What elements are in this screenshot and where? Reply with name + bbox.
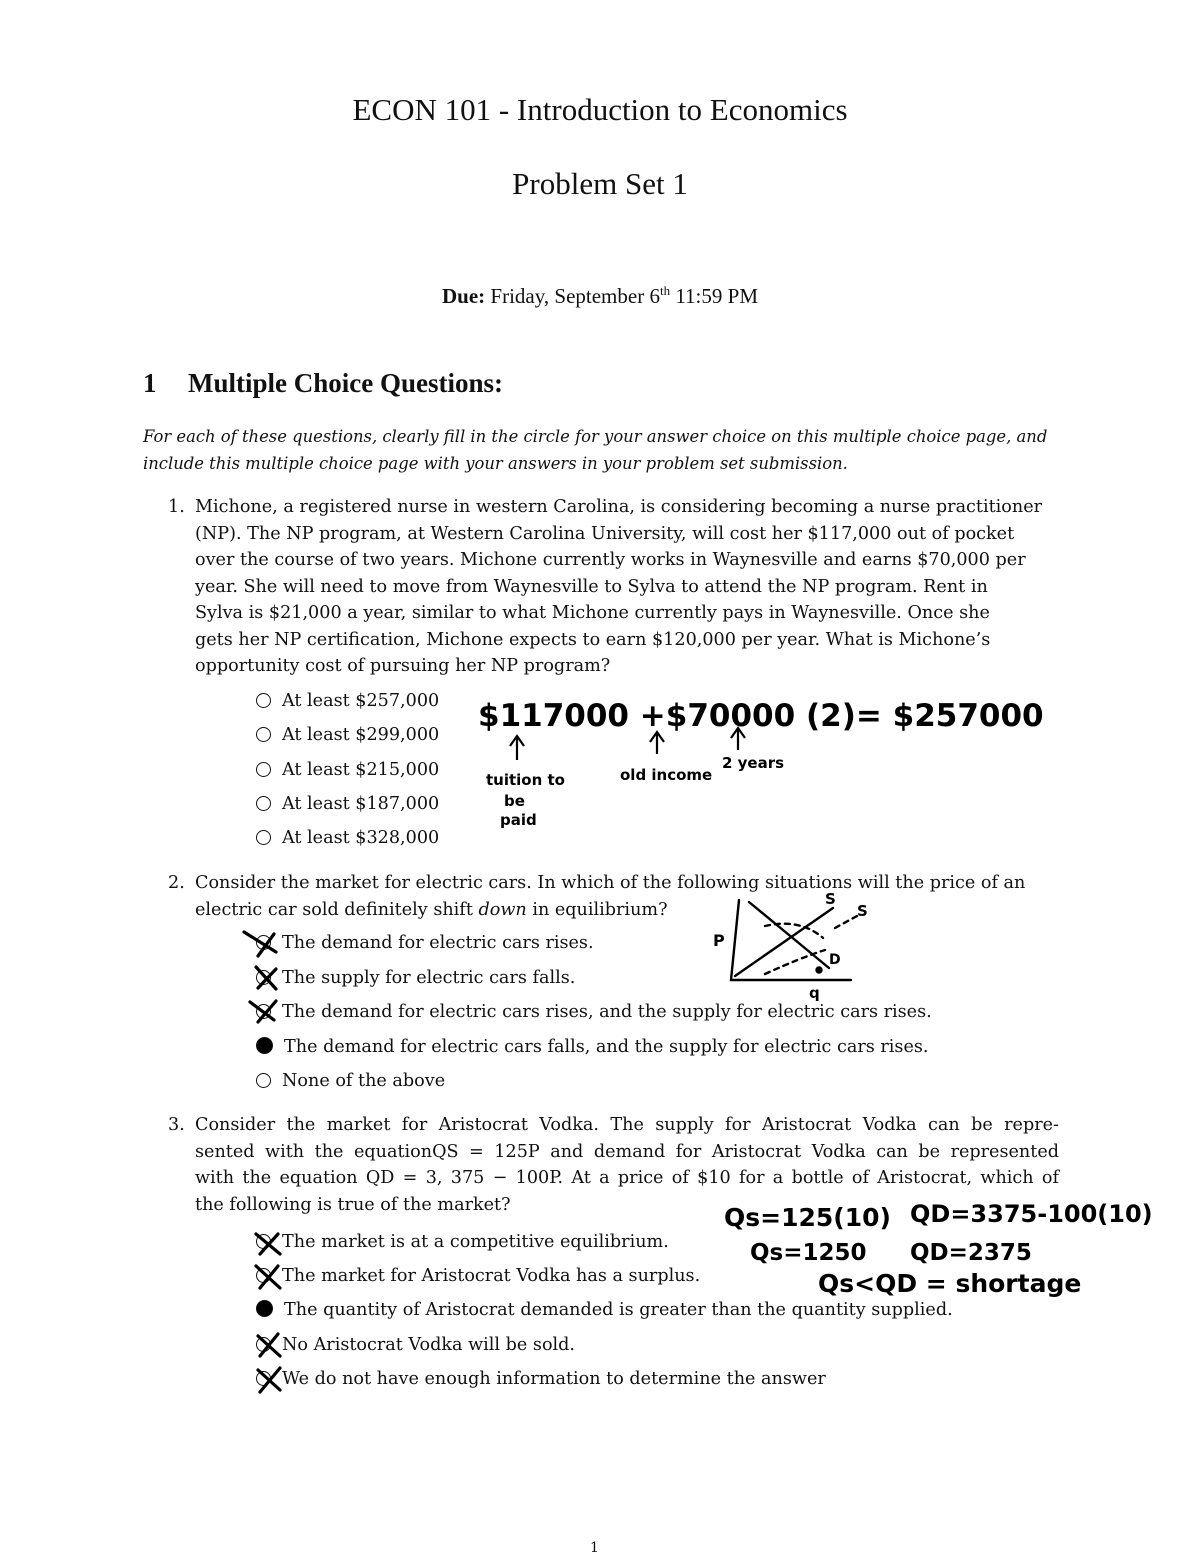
question-text-line: Consider the market for Aristocrat Vodka. The supply for Aristocrat Vodka can be repre- xyxy=(195,1115,1059,1135)
handwritten-note: tuition to xyxy=(486,771,565,789)
question-text-line: gets her NP certification, Michone expects to earn $120,000 per year. What is Michone’s xyxy=(195,629,991,650)
q3-handwritten-work xyxy=(720,1192,1153,1312)
q3-cross-marks xyxy=(250,1226,290,1396)
q3-option-b[interactable] xyxy=(256,1263,700,1289)
option-label: None of the above xyxy=(282,1071,446,1091)
section-title: Multiple Choice Questions: xyxy=(188,368,503,398)
option-label: No Aristocrat Vodka will be sold. xyxy=(282,1335,576,1355)
handwritten-equation: $117000 +$70000 (2)= $257000 xyxy=(478,698,1044,734)
handwritten-note: paid xyxy=(500,811,537,829)
emphasis-text: down xyxy=(478,899,527,920)
q3-option-d[interactable] xyxy=(256,1332,575,1358)
q1-option-b[interactable] xyxy=(256,722,439,748)
question-text-line: opportunity cost of pursuing her NP program? xyxy=(195,656,611,676)
answer-circle-icon[interactable] xyxy=(256,830,271,845)
q3-option-a[interactable] xyxy=(256,1229,669,1255)
question-text-line: sented with the equationQS = 125P and demand for Aristocrat Vodka can be represented xyxy=(195,1141,1059,1162)
answer-circle-icon[interactable] xyxy=(256,762,271,777)
handwritten-conclusion: Qs<QD = shortage xyxy=(818,1269,1082,1298)
q1-option-a[interactable] xyxy=(256,688,439,714)
q3-option-e[interactable] xyxy=(256,1366,826,1392)
supply-demand-sketch xyxy=(705,888,905,1003)
handwritten-qd-value: QD=2375 xyxy=(910,1240,1032,1266)
handwritten-note: be xyxy=(504,792,525,810)
cross-mark-icon xyxy=(250,1001,276,1022)
handwritten-qs-equation: Qs=125(10) xyxy=(724,1203,891,1232)
question-text: electric car sold definitely shift xyxy=(195,899,479,920)
sketch-label-p: P xyxy=(713,931,725,950)
answer-circle-icon[interactable] xyxy=(256,727,271,742)
course-title: ECON 101 - Introduction to Economics xyxy=(352,92,848,127)
question-text-line: Michone, a registered nurse in western Carolina, is considering becoming a nurse practitioner xyxy=(195,497,1043,517)
q1-handwritten-work xyxy=(470,688,1044,838)
due-date xyxy=(0,283,1200,309)
section-number: 1 xyxy=(143,368,157,398)
q2-option-e[interactable] xyxy=(256,1068,445,1094)
page-number: 1 xyxy=(590,1540,599,1556)
handwritten-qs-value: Qs=1250 xyxy=(750,1240,867,1266)
due-date-superscript: th xyxy=(659,283,671,298)
question-1 xyxy=(168,494,1043,680)
question-text: in equilibrium? xyxy=(526,899,668,920)
question-text-line: Sylva is $21,000 a year, similar to what Michone currently pays in Waynesville. Once she xyxy=(195,603,990,623)
cross-mark-icon xyxy=(244,932,276,956)
question-text-line: with the equation QD = 3, 375 − 100P. At a price of $10 for a bottle of Aristocrat, which of xyxy=(195,1168,1059,1188)
q1-option-c[interactable] xyxy=(256,757,439,783)
option-label: At least $257,000 xyxy=(282,691,440,711)
sketch-label-q: q xyxy=(809,984,820,1002)
problem-set-title: Problem Set 1 xyxy=(512,166,688,201)
q2-option-b[interactable] xyxy=(256,965,575,991)
question-number: 1. xyxy=(168,497,185,517)
option-label: At least $299,000 xyxy=(282,725,440,745)
cross-mark-icon xyxy=(258,1368,280,1392)
section-instructions: For each of these questions, clearly fill in the circle for your answer choice on this multiple choice page, and include this multiple choice page with your answers in your problem set submission. xyxy=(143,427,1048,473)
q2-option-d[interactable] xyxy=(256,1034,928,1060)
option-label: We do not have enough information to determine the answer xyxy=(282,1369,826,1389)
option-label: The demand for electric cars rises, and the supply for electric cars rises. xyxy=(282,1002,932,1022)
question-text-line: over the course of two years. Michone currently works in Waynesville and earns $70,000 per xyxy=(195,550,1026,570)
option-label: The quantity of Aristocrat demanded is greater than the quantity supplied. xyxy=(284,1300,953,1320)
arrow-up-icon xyxy=(510,736,524,760)
question-number: 2. xyxy=(168,873,185,893)
cross-mark-icon xyxy=(256,1266,280,1288)
due-label: Due: xyxy=(442,284,486,308)
option-label: The demand for electric cars falls, and the supply for electric cars rises. xyxy=(284,1037,929,1057)
option-label: The market is at a competitive equilibrium. xyxy=(282,1232,669,1252)
cross-mark-icon xyxy=(256,1234,280,1254)
q2-cross-marks xyxy=(240,926,290,1036)
option-label: The demand for electric cars rises. xyxy=(282,933,594,953)
handwritten-qd-equation: QD=3375-100(10) xyxy=(910,1200,1153,1228)
sketch-label-d: D xyxy=(829,952,841,968)
axes-lines xyxy=(731,900,851,980)
option-label: At least $187,000 xyxy=(282,794,440,814)
handwritten-note: 2 years xyxy=(722,754,785,772)
arrow-up-icon xyxy=(650,732,664,754)
question-text-line: year. She will need to move from Waynesville to Sylva to attend the NP program. Rent in xyxy=(195,576,988,597)
question-text-line: the following is true of the market? xyxy=(195,1194,511,1215)
q2-option-a[interactable] xyxy=(256,930,594,956)
q1-option-d[interactable] xyxy=(256,791,439,817)
sketch-label-s: S xyxy=(825,890,836,908)
due-date-text: Friday, September 6 xyxy=(490,284,660,308)
sketch-label-s-shifted: S xyxy=(857,902,868,920)
option-label: The supply for electric cars falls. xyxy=(282,968,576,988)
option-label: The market for Aristocrat Vodka has a surplus. xyxy=(282,1266,701,1286)
question-text-line: Consider the market for electric cars. In which of the following situations will the price of an xyxy=(195,873,1026,893)
equilibrium-dot xyxy=(817,968,822,973)
cross-mark-icon xyxy=(256,967,276,989)
q1-option-e[interactable] xyxy=(256,825,439,851)
option-label: At least $215,000 xyxy=(282,760,440,780)
section-heading xyxy=(143,368,503,399)
answer-circle-icon[interactable] xyxy=(256,796,271,811)
answer-circle-icon[interactable] xyxy=(256,1073,271,1088)
cross-mark-icon xyxy=(258,1334,280,1356)
option-label: At least $328,000 xyxy=(282,828,440,848)
due-time-text: 11:59 PM xyxy=(675,284,758,308)
question-text-line: (NP). The NP program, at Western Carolina University, will cost her $117,000 out of pocket xyxy=(195,523,1015,544)
answer-circle-icon[interactable] xyxy=(256,693,271,708)
handwritten-note: old income xyxy=(620,766,713,784)
answer-circle-filled-icon[interactable] xyxy=(256,1037,273,1054)
question-number: 3. xyxy=(168,1115,185,1135)
